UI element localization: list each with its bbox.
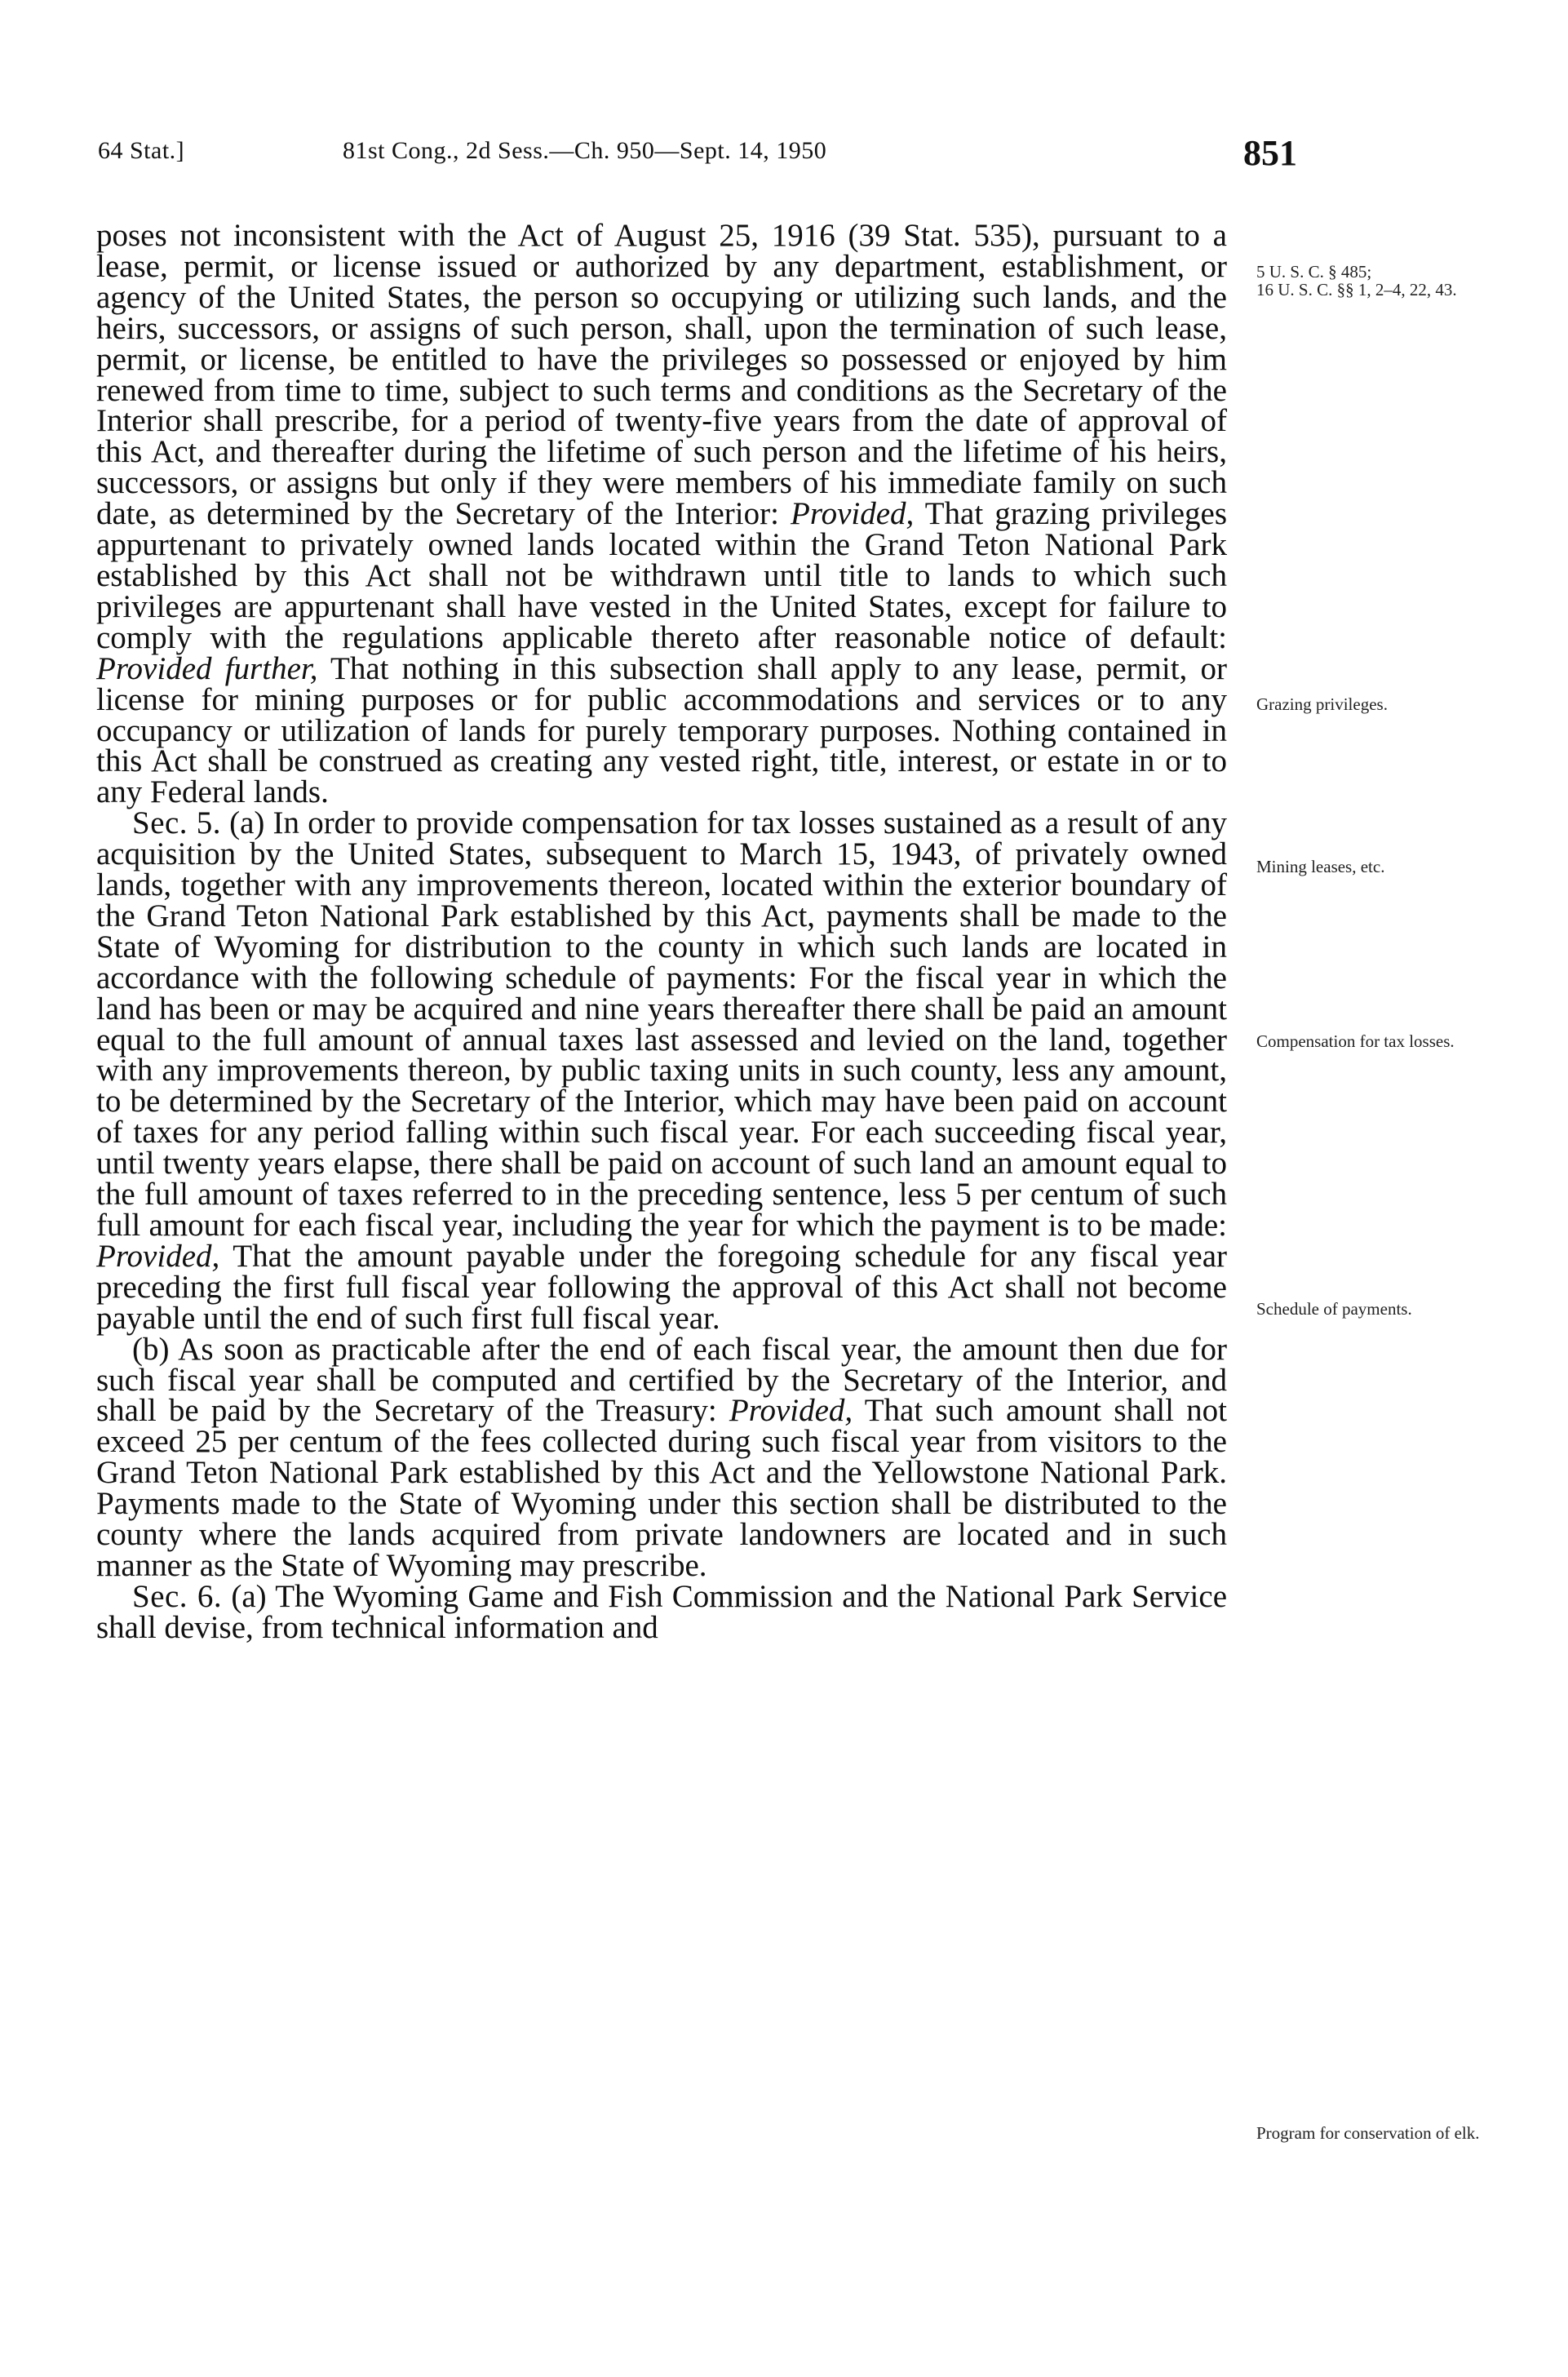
statute-text bbox=[96, 220, 1227, 1643]
margin-note-compensation: Compensation for tax losses. bbox=[1256, 1031, 1455, 1051]
page-number: 851 bbox=[1243, 133, 1297, 173]
section-6a: Sec. 6. (a) The Wyoming Game and Fish Commission and the National Park Service shall devise, from technical information and bbox=[96, 1578, 1228, 1645]
margin-note-grazing: Grazing privileges. bbox=[1256, 694, 1388, 714]
session-reference: 81st Cong., 2d Sess.—Ch. 950—Sept. 14, 1950 bbox=[343, 137, 827, 164]
running-header bbox=[98, 133, 1297, 186]
margin-note-mining: Mining leases, etc. bbox=[1256, 857, 1385, 876]
section-5b: (b) As soon as practicable after the end of each fiscal year, the amount then due for such fiscal year shall be computed and certified by the Secretary of the Interior, and shall be paid by the Secretary of the Treasury: Provided, That such amount shall not exceed 25 per centum of the fees collected during such fiscal year from visitors to the Grand Teton National Park established by this Act and the Yellowstone National Park. Payments made to the State of Wyoming under this section shall be distributed to the county where the lands acquired from private landowners are located and in such manner as the State of Wyoming may prescribe. bbox=[96, 1331, 1227, 1583]
section-label: Sec. 5. bbox=[132, 805, 221, 841]
section-label: Sec. 6. bbox=[132, 1578, 223, 1614]
margin-note-program: Program for conservation of elk. bbox=[1256, 2123, 1480, 2143]
paragraph-continuation: poses not inconsistent with the Act of August 25, 1916 (39 Stat. 535), pursuant to a lease, permit, or license issued or authorized by any department, establishment, or agency of the United States, the person so occupying or utilizing such lands, and the heirs, successors, or assigns of such person, shall, upon the termination of such lease, permit, or license, be entitled to have the privileges so possessed or enjoyed by him renewed from time to time, subject to such terms and conditions as the Secretary of the Interior shall prescribe, for a period of twenty-five years from the date of approval of this Act, and thereafter during the lifetime of such person and the lifetime of his heirs, successors, or assigns but only if they were members of his immediate family on such date, as determined by the Secretary of the Interior: Provided, That grazing privileges appurtenant to privately owned lands located within the Grand Teton National Park established by this Act shall not be withdrawn until title to lands to which such privileges are appurtenant shall have vested in the United States, except for failure to comply with the regulations applicable thereto after reasonable notice of default: Provided further, That nothing in this subsection shall apply to any lease, permit, or license for mining purposes or for public accommodations and services or to any occupancy or utilization of lands for purely temporary purposes. Nothing contained in this Act shall be construed as creating any vested right, title, interest, or estate in or to any Federal lands. bbox=[96, 218, 1228, 810]
section-5a: Sec. 5. (a) In order to provide compensation for tax losses sustained as a result of any acquisition by the United States, subsequent to March 15, 1943, of privately owned lands, together with any improvements thereon, located within the exterior boundary of the Grand Teton National Park established by this Act, payments shall be made to the State of Wyoming for distribution to the county in which such lands are located in accordance with the following schedule of payments: For the fiscal year in which the land has been or may be acquired and nine years thereafter there shall be paid an amount equal to the full amount of annual taxes last assessed and levied on the land, together with any improvements thereon, by public taxing units in such county, less any amount, to be determined by the Secretary of the Interior, which may have been paid on account of taxes for any period falling within such fiscal year. For each succeeding fiscal year, until twenty years elapse, there shall be paid on account of such land an amount equal to the full amount of taxes referred to in the preceding sentence, less 5 per centum of such full amount for each fiscal year, including the year for which the payment is to be made: Provided, That the amount payable under the foregoing schedule for any fiscal year preceding the first full fiscal year following the approval of this Act shall not become payable until the end of such first full fiscal year. bbox=[96, 805, 1228, 1336]
volume-reference: 64 Stat.] bbox=[98, 137, 185, 164]
margin-note-schedule: Schedule of payments. bbox=[1256, 1299, 1412, 1319]
margin-citation: 5 U. S. C. § 485; 16 U. S. C. §§ 1, 2–4, 22, 43. bbox=[1256, 262, 1457, 299]
